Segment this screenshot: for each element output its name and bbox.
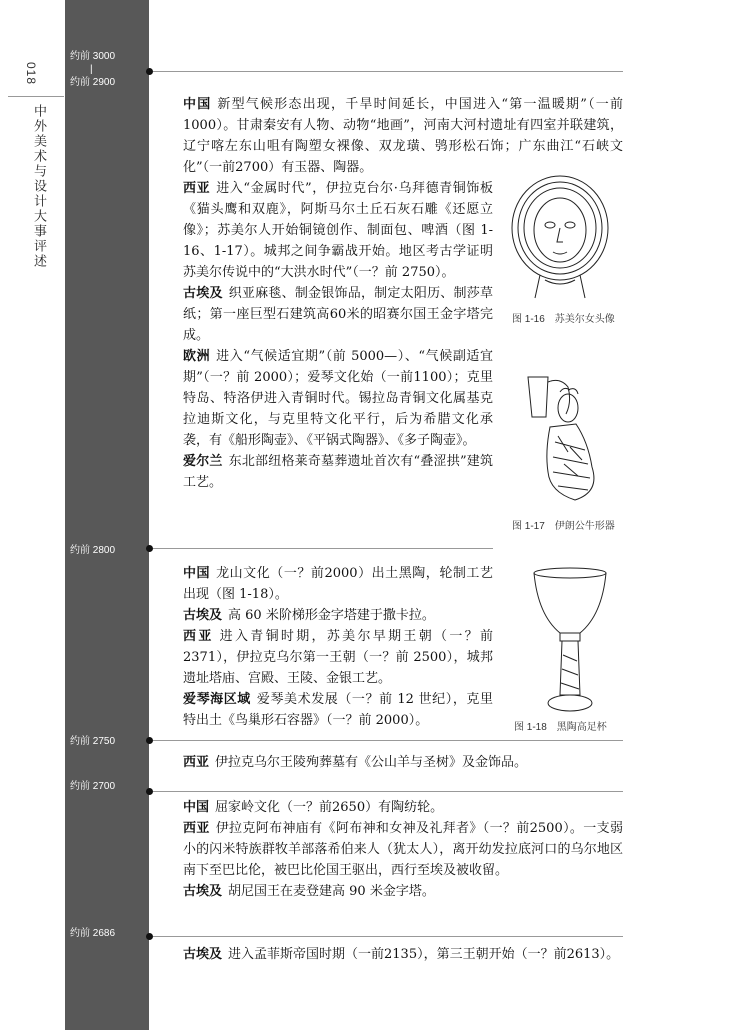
entry-text: 爱琴美术发展（一？前 12 世纪），克里特出土《鸟巢形石容器》（一？前 2000）。: [183, 692, 493, 728]
sumerian-head-illustration: [505, 170, 615, 300]
era-label: 约前 2686: [70, 928, 116, 939]
entry-text: 胡尼国王在麦登建高 90 米金字塔。: [228, 884, 435, 899]
entry-text: 织亚麻毯、制金银饰品，制定太阳历、制莎草纸；第一座巨型石建筑高60米的昭赛尔国王金字塔完成。: [183, 286, 493, 343]
region-label: 中国: [183, 566, 211, 581]
region-label: 古埃及: [183, 884, 223, 899]
region-label: 古埃及: [183, 286, 223, 301]
entry-text: 伊拉克乌尔王陵殉葬墓有《公山羊与圣树》及金饰品。: [215, 755, 528, 770]
entry-text: 进入“金属时代”，伊拉克台尔·乌拜德青铜饰板《猫头鹰和双鹿》，阿斯马尔土丘石灰石雕《还愿立像》；苏美尔人开始铜镜创作、制面包、啤酒（图 1-16、1-17）。城邦之间争霸战开始。地区考古学证明苏美尔传说中的“大洪水时代”（一？前 2750）。: [183, 181, 493, 280]
era-label: 约前 2800: [70, 545, 116, 556]
header-rule: [8, 96, 64, 97]
region-label: 欧洲: [183, 349, 211, 364]
entry-text: 龙山文化（一？前2000）出土黑陶，轮制工艺出现（图 1-18）。: [183, 566, 493, 602]
entry-text: 高 60 米阶梯形金字塔建于撒卡拉。: [228, 608, 435, 623]
region-label: 古埃及: [183, 947, 223, 962]
region-label: 西亚: [183, 629, 214, 644]
entry-block: [183, 944, 623, 965]
entry-text: 屈家岭文化（一？前2650）有陶纺轮。: [215, 800, 444, 815]
region-label: 爱尔兰: [183, 454, 223, 469]
region-label: 西亚: [183, 821, 210, 836]
entry-text: 新型气候形态出现，千旱时间延长，中国进入“第一温暖期”（一前1000）。甘肃秦安有人物、动物“地画”，河南大河村遗址有四室并联建筑，辽宁喀左东山咀有陶塑女裸像、双龙璜、鸮形松石饰；广东曲江“石峡文化”（一前2700）有玉器、陶器。: [183, 97, 623, 175]
figure-caption: 图 1-16 苏美尔女头像: [512, 314, 615, 325]
era-label: 约前 3000 | 约前 2900: [70, 51, 116, 88]
black-pottery-goblet-illustration: [530, 565, 610, 715]
region-label: 爱琴海区域: [183, 692, 251, 707]
page-number: 018: [24, 62, 38, 86]
region-label: 西亚: [183, 181, 211, 196]
entry-block: [183, 752, 623, 773]
timeline-dot: [146, 737, 153, 744]
timeline-dot: [146, 68, 153, 75]
timeline-sidebar: [65, 0, 149, 1030]
region-label: 中国: [183, 97, 212, 112]
era-divider: [153, 71, 623, 72]
entry-text: 进入青铜时期，苏美尔早期王朝（一？前 2371），伊拉克乌尔第一王朝（一？前 2500），城邦遗址塔庙、宫殿、王陵、金银工艺。: [183, 629, 493, 686]
era-label: 约前 2700: [70, 781, 116, 792]
entry-block: [183, 563, 493, 731]
region-label: 中国: [183, 800, 210, 815]
figure-caption: 图 1-18 黑陶高足杯: [514, 722, 607, 733]
entry-block: [183, 178, 493, 493]
era-divider: [153, 740, 623, 741]
entry-block: [183, 797, 623, 902]
timeline-dot: [146, 788, 153, 795]
era-divider: [153, 936, 623, 937]
region-label: 古埃及: [183, 608, 223, 623]
entry-text: 东北部纽格莱奇墓葬遗址首次有“叠涩拱”建筑工艺。: [183, 454, 493, 490]
timeline-dot: [146, 933, 153, 940]
entry-text: 进入孟菲斯帝国时期（一前2135），第三王朝开始（一？前2613）。: [228, 947, 620, 962]
era-label: 约前 2750: [70, 736, 116, 747]
entry-text: 伊拉克阿布神庙有《阿布神和女神及礼拜者》（一？前2500）。一支弱小的闪米特族群牧羊部落希伯来人（犹太人），离开幼发拉底河口的乌尔地区南下至巴比伦，被巴比伦国王驱出，西行至埃及被收留。: [183, 821, 623, 878]
entry-block: [183, 94, 623, 178]
era-divider: [153, 548, 493, 549]
book-title: 中外美术与设计大事评述: [32, 104, 47, 269]
figure-caption: 图 1-17 伊朗公牛形器: [512, 521, 615, 532]
era-divider: [153, 791, 623, 792]
bull-vessel-illustration: [520, 372, 610, 507]
region-label: 西亚: [183, 755, 210, 770]
timeline-dot: [146, 545, 153, 552]
entry-text: 进入“气候适宜期”（前 5000—）、“气候副适宜期”（一？前 2000）；爱琴文化始（一前1100）；克里特岛、特洛伊进入青铜时代。锡拉岛青铜文化属基克拉迪斯文化，与克里特文化平行，后为希腊文化承袭，有《船形陶壶》、《平锅式陶器》、《多子陶壶》。: [183, 349, 493, 448]
